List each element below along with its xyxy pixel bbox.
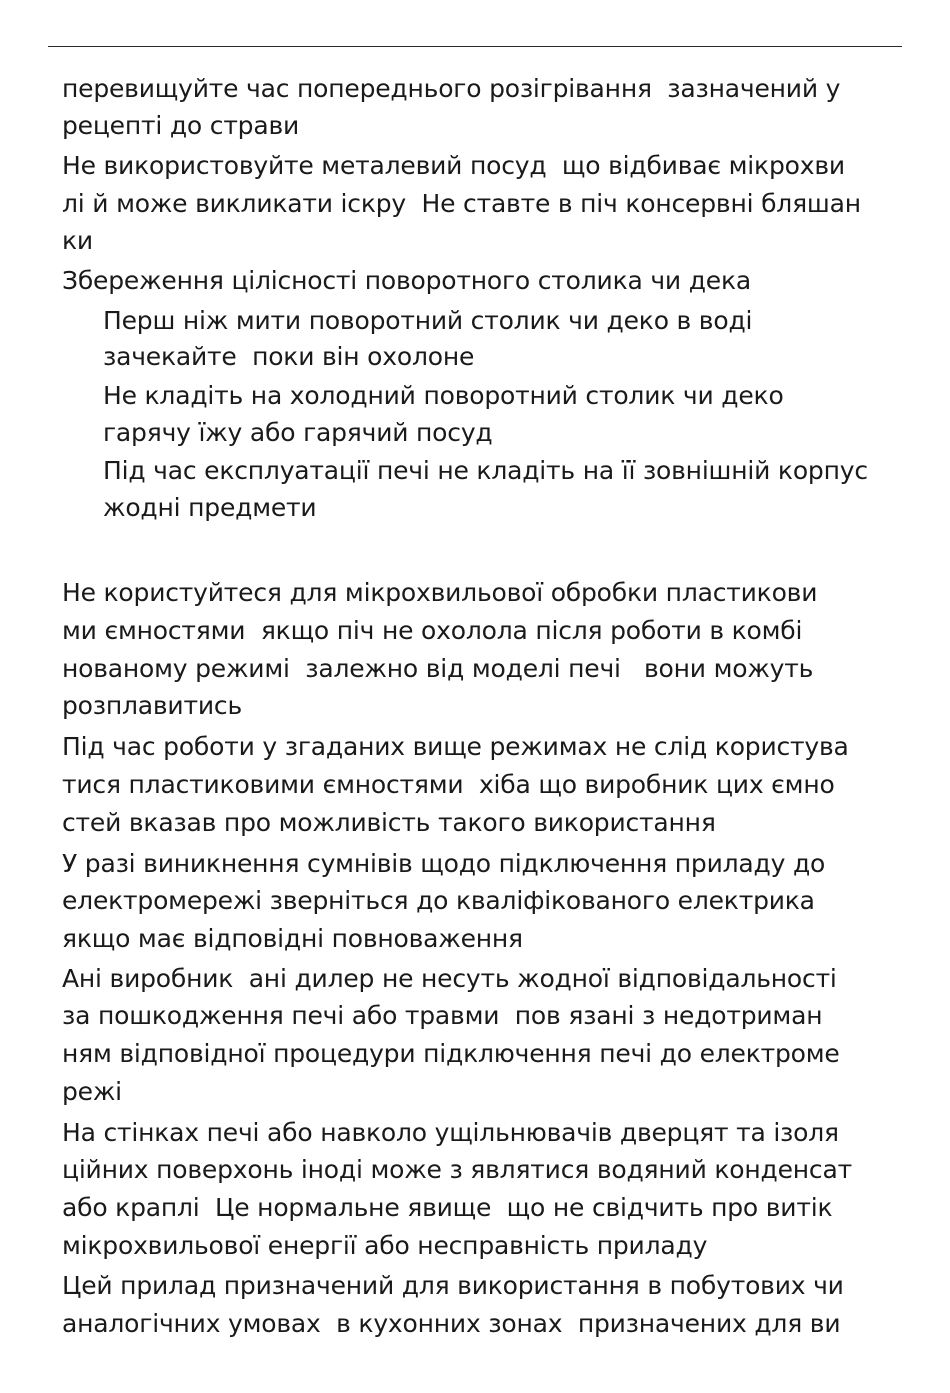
bullet-line: гарячу їжу або гарячий посуд [103, 418, 493, 447]
text-line: електромережі зверніться до кваліфікованого електрика [62, 886, 815, 915]
text-line: перевищуйте час попереднього розігрівання зазначений у [62, 74, 841, 103]
bullet-line: жодні предмети [103, 493, 317, 522]
text-line: рецепті до страви [62, 111, 300, 140]
text-line: Під час роботи у згаданих вище режимах не слід користува [62, 732, 849, 761]
top-divider [48, 46, 902, 47]
text-line: нованому режимі залежно від моделі печі вони можуть [62, 654, 814, 683]
bullet-line: Під час експлуатації печі не кладіть на її зовнішній корпус [103, 456, 868, 485]
text-line: режі [62, 1077, 122, 1106]
section-heading: Збереження цілісності поворотного столика чи дека [62, 266, 751, 295]
bullet-line: Не кладіть на холодний поворотний столик чи деко [103, 381, 784, 410]
text-line: Не використовуйте металевий посуд що відбиває мікрохви [62, 151, 845, 180]
text-line: якщо має відповідні повноваження [62, 924, 523, 953]
text-line: аналогічних умовах в кухонних зонах призначених для ви [62, 1309, 841, 1338]
text-line: тися пластиковими ємностями хіба що виробник цих ємно [62, 770, 835, 799]
text-line: мікрохвильової енергії або несправність приладу [62, 1231, 708, 1260]
text-line: На стінках печі або навколо ущільнювачів дверцят та ізоля [62, 1118, 839, 1147]
bullet-line: Перш ніж мити поворотний столик чи деко в воді [103, 306, 753, 335]
text-line: Цей прилад призначений для використання в побутових чи [62, 1271, 844, 1300]
bullet-line: зачекайте поки він охолоне [103, 342, 475, 371]
text-line: ми ємностями якщо піч не охолола після роботи в комбі [62, 616, 803, 645]
text-line: Ані виробник ані дилер не несуть жодної відповідальності [62, 964, 837, 993]
text-line: ки [62, 226, 93, 255]
text-line: лі й може викликати іскру Не ставте в піч консервні бляшан [62, 189, 861, 218]
text-line: за пошкодження печі або травми пов язані з недотриман [62, 1001, 823, 1030]
text-line: Не користуйтеся для мікрохвильової обробки пластикови [62, 578, 818, 607]
text-line: розплавитись [62, 691, 242, 720]
text-line: стей вказав про можливість такого використання [62, 808, 716, 837]
text-line: У разі виникнення сумнівів щодо підключення приладу до [62, 849, 826, 878]
text-line: або краплі Це нормальне явище що не свідчить про витік [62, 1193, 833, 1222]
text-line: ням відповідної процедури підключення печі до електроме [62, 1039, 840, 1068]
text-line: ційних поверхонь іноді може з являтися водяний конденсат [62, 1155, 852, 1184]
